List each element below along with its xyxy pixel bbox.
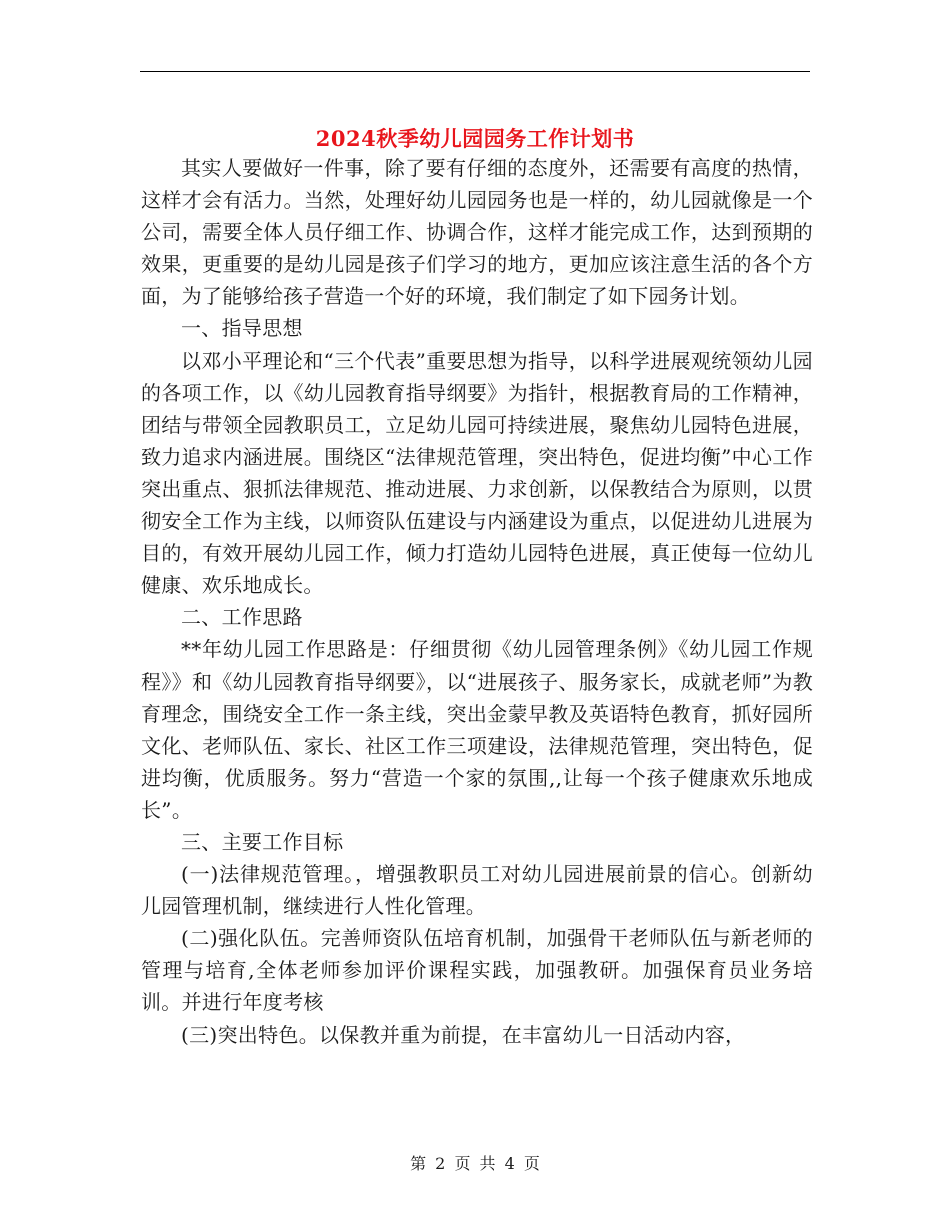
page-number-footer: 第 2 页 共 4 页 bbox=[410, 1154, 540, 1173]
section-heading-main-goals: 三、主要工作目标 bbox=[181, 829, 344, 854]
goal-item-3: (三)突出特色。以保教并重为前提，在丰富幼儿一日活动内容， bbox=[181, 1022, 746, 1047]
document-title: 2024秋季幼儿园园务工作计划书 bbox=[315, 126, 635, 152]
goal-item-1: (一)法律规范管理。，增强教职员工对幼儿园进展前景的信心。创新幼儿园管理机制，继续进行人性化管理。 bbox=[141, 862, 813, 919]
section-heading-work-approach: 二、工作思路 bbox=[181, 605, 303, 630]
work-approach-paragraph: **年幼儿园工作思路是：仔细贯彻《幼儿园管理条例》《幼儿园工作规程》》和《幼儿园教育指导纲要》，以“进展孩子、服务家长，成就老师”为教育理念，围绕安全工作一条主线，突出金蒙早教及英语特色教育，抓好园所文化、老师队伍、家长、社区工作三项建设，法律规范管理，突出特色，促进均衡，优质服务。努力“营造一个家的氛围,,让每一个孩子健康欢乐地成长”。 bbox=[141, 637, 813, 822]
header-rule bbox=[140, 71, 810, 72]
intro-paragraph: 其实人要做好一件事，除了要有仔细的态度外，还需要有高度的热情，这样才会有活力。当然，处理好幼儿园园务也是一样的，幼儿园就像是一个公司，需要全体人员仔细工作、协调合作，这样才能完成工作，达到预期的效果，更重要的是幼儿园是孩子们学习的地方，更加应该注意生活的各个方面，为了能够给孩子营造一个好的环境，我们制定了如下园务计划。 bbox=[141, 156, 813, 309]
document-body bbox=[141, 152, 813, 1051]
goal-item-2: (二)强化队伍。完善师资队伍培育机制，加强骨干老师队伍与新老师的管理与培育,全体老师参加评价课程实践，加强教研。加强保育员业务培训。并进行年度考核 bbox=[141, 926, 813, 1015]
section-heading-guiding-thought: 一、指导思想 bbox=[181, 316, 303, 341]
guiding-thought-paragraph: 以邓小平理论和“三个代表”重要思想为指导，以科学进展观统领幼儿园的各项工作，以《幼儿园教育指导纲要》为指针，根据教育局的工作精神，团结与带领全园教职员工，立足幼儿园可持续进展，聚焦幼儿园特色进展，致力追求内涵进展。围绕区“法律规范管理，突出特色，促进均衡”中心工作突出重点、狠抓法律规范、推动进展、力求创新，以保教结合为原则，以贯彻安全工作为主线，以师资队伍建设与内涵建设为重点，以促进幼儿进展为目的，有效开展幼儿园工作，倾力打造幼儿园特色进展，真正使每一位幼儿健康、欢乐地成长。 bbox=[141, 348, 813, 598]
